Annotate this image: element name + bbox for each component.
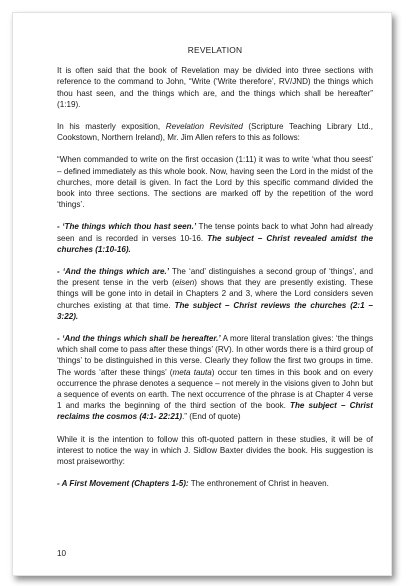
italic-text: Revelation Revisited (165, 122, 243, 132)
bold-italic-text: - ‘The things which thou hast seen.’ (57, 222, 197, 232)
text-run: ) shows that they are presently existing. These things will be gone into in detail in Chapters 2 and 3, where the Lord considers seven churches existing at that time. (57, 278, 373, 310)
text-run: “When commanded to write on the first occasion (1:11) it was to write ‘what thou seest’ – defined immediately as this whole book. Now, having seen the Lord in the midst of the churches, more detail is given. In fact the Lord by this specific command divided the book into three sections. The sections are marked off by the repetition of the word ‘things’. (57, 155, 373, 210)
text-run: In his masterly exposition, (57, 122, 166, 132)
text-run: ) occur ten times in this book and on every occurrence the phrase denotes a sequence – not merely in the visions given to John but a sequence of events on earth. The next occurrence of the phrase is at Chapter 4 verse 1 and marks the beginning of the third section of the book. (57, 367, 373, 411)
document-page (12, 12, 392, 576)
paragraph (57, 266, 373, 322)
italic-text: meta tauta (172, 367, 212, 377)
page-content (57, 45, 373, 501)
bold-italic-text: The subject – Christ revealed amidst the churches (1:10-16). (57, 233, 373, 254)
text-run: The enthronement of Christ in heaven. (188, 479, 329, 489)
bold-italic-text: - ‘And the things which are.’ (57, 267, 170, 277)
paragraph (57, 65, 373, 110)
paragraph (57, 434, 373, 468)
page-number: 10 (57, 549, 67, 558)
paragraph (57, 221, 373, 255)
paragraph (57, 121, 373, 143)
text-run: (Scripture Teaching Library Ltd., Cookstown, Northern Ireland), Mr. Jim Allen refers to this as follows: (57, 122, 374, 143)
italic-text: eisen (174, 278, 195, 288)
bold-italic-text: The subject – Christ reviews the churches (2:1 – 3:22). (57, 300, 373, 321)
running-header: REVELATION (187, 45, 243, 55)
bold-italic-text: The subject – Christ reclaims the cosmos (4:1- 22:21) (57, 401, 374, 422)
text-run: The ‘and’ distinguishes a second group of ‘things’, and the present tense in the verb ( (57, 267, 373, 288)
paragraph (57, 333, 373, 423)
paragraph (57, 154, 373, 210)
text-run: While it is the intention to follow this oft-quoted pattern in these studies, it will be of interest to notice the way in which J. Sidlow Baxter divides the book. His suggestion is most praiseworthy: (57, 434, 373, 467)
text-run: .” (End of quote) (182, 412, 241, 422)
text-run: The tense points back to what John had already seen and is recorded in verses 10-16. (57, 222, 374, 243)
body-text (57, 65, 373, 489)
bold-italic-text: - A First Movement (Chapters 1-5): (57, 479, 189, 489)
paragraph (57, 478, 373, 489)
text-run: It is often said that the book of Revelation may be divided into three sections with reference to the command to John, “Write (‘Write therefore’, RV/JND) the things which thou hast seen, and the things which are, and the things which shall be hereafter” (1:19). (57, 66, 373, 109)
text-run: A more literal translation gives: ‘the things which shall come to pass after these things’ (RV). In other words there is a third group of ‘things’ to be distinguished in this verse. Clearly they follow the first two groups in time. The words ‘after these things’ ( (57, 334, 373, 377)
bold-italic-text: - ‘And the things which shall be hereafter.’ (57, 334, 221, 344)
